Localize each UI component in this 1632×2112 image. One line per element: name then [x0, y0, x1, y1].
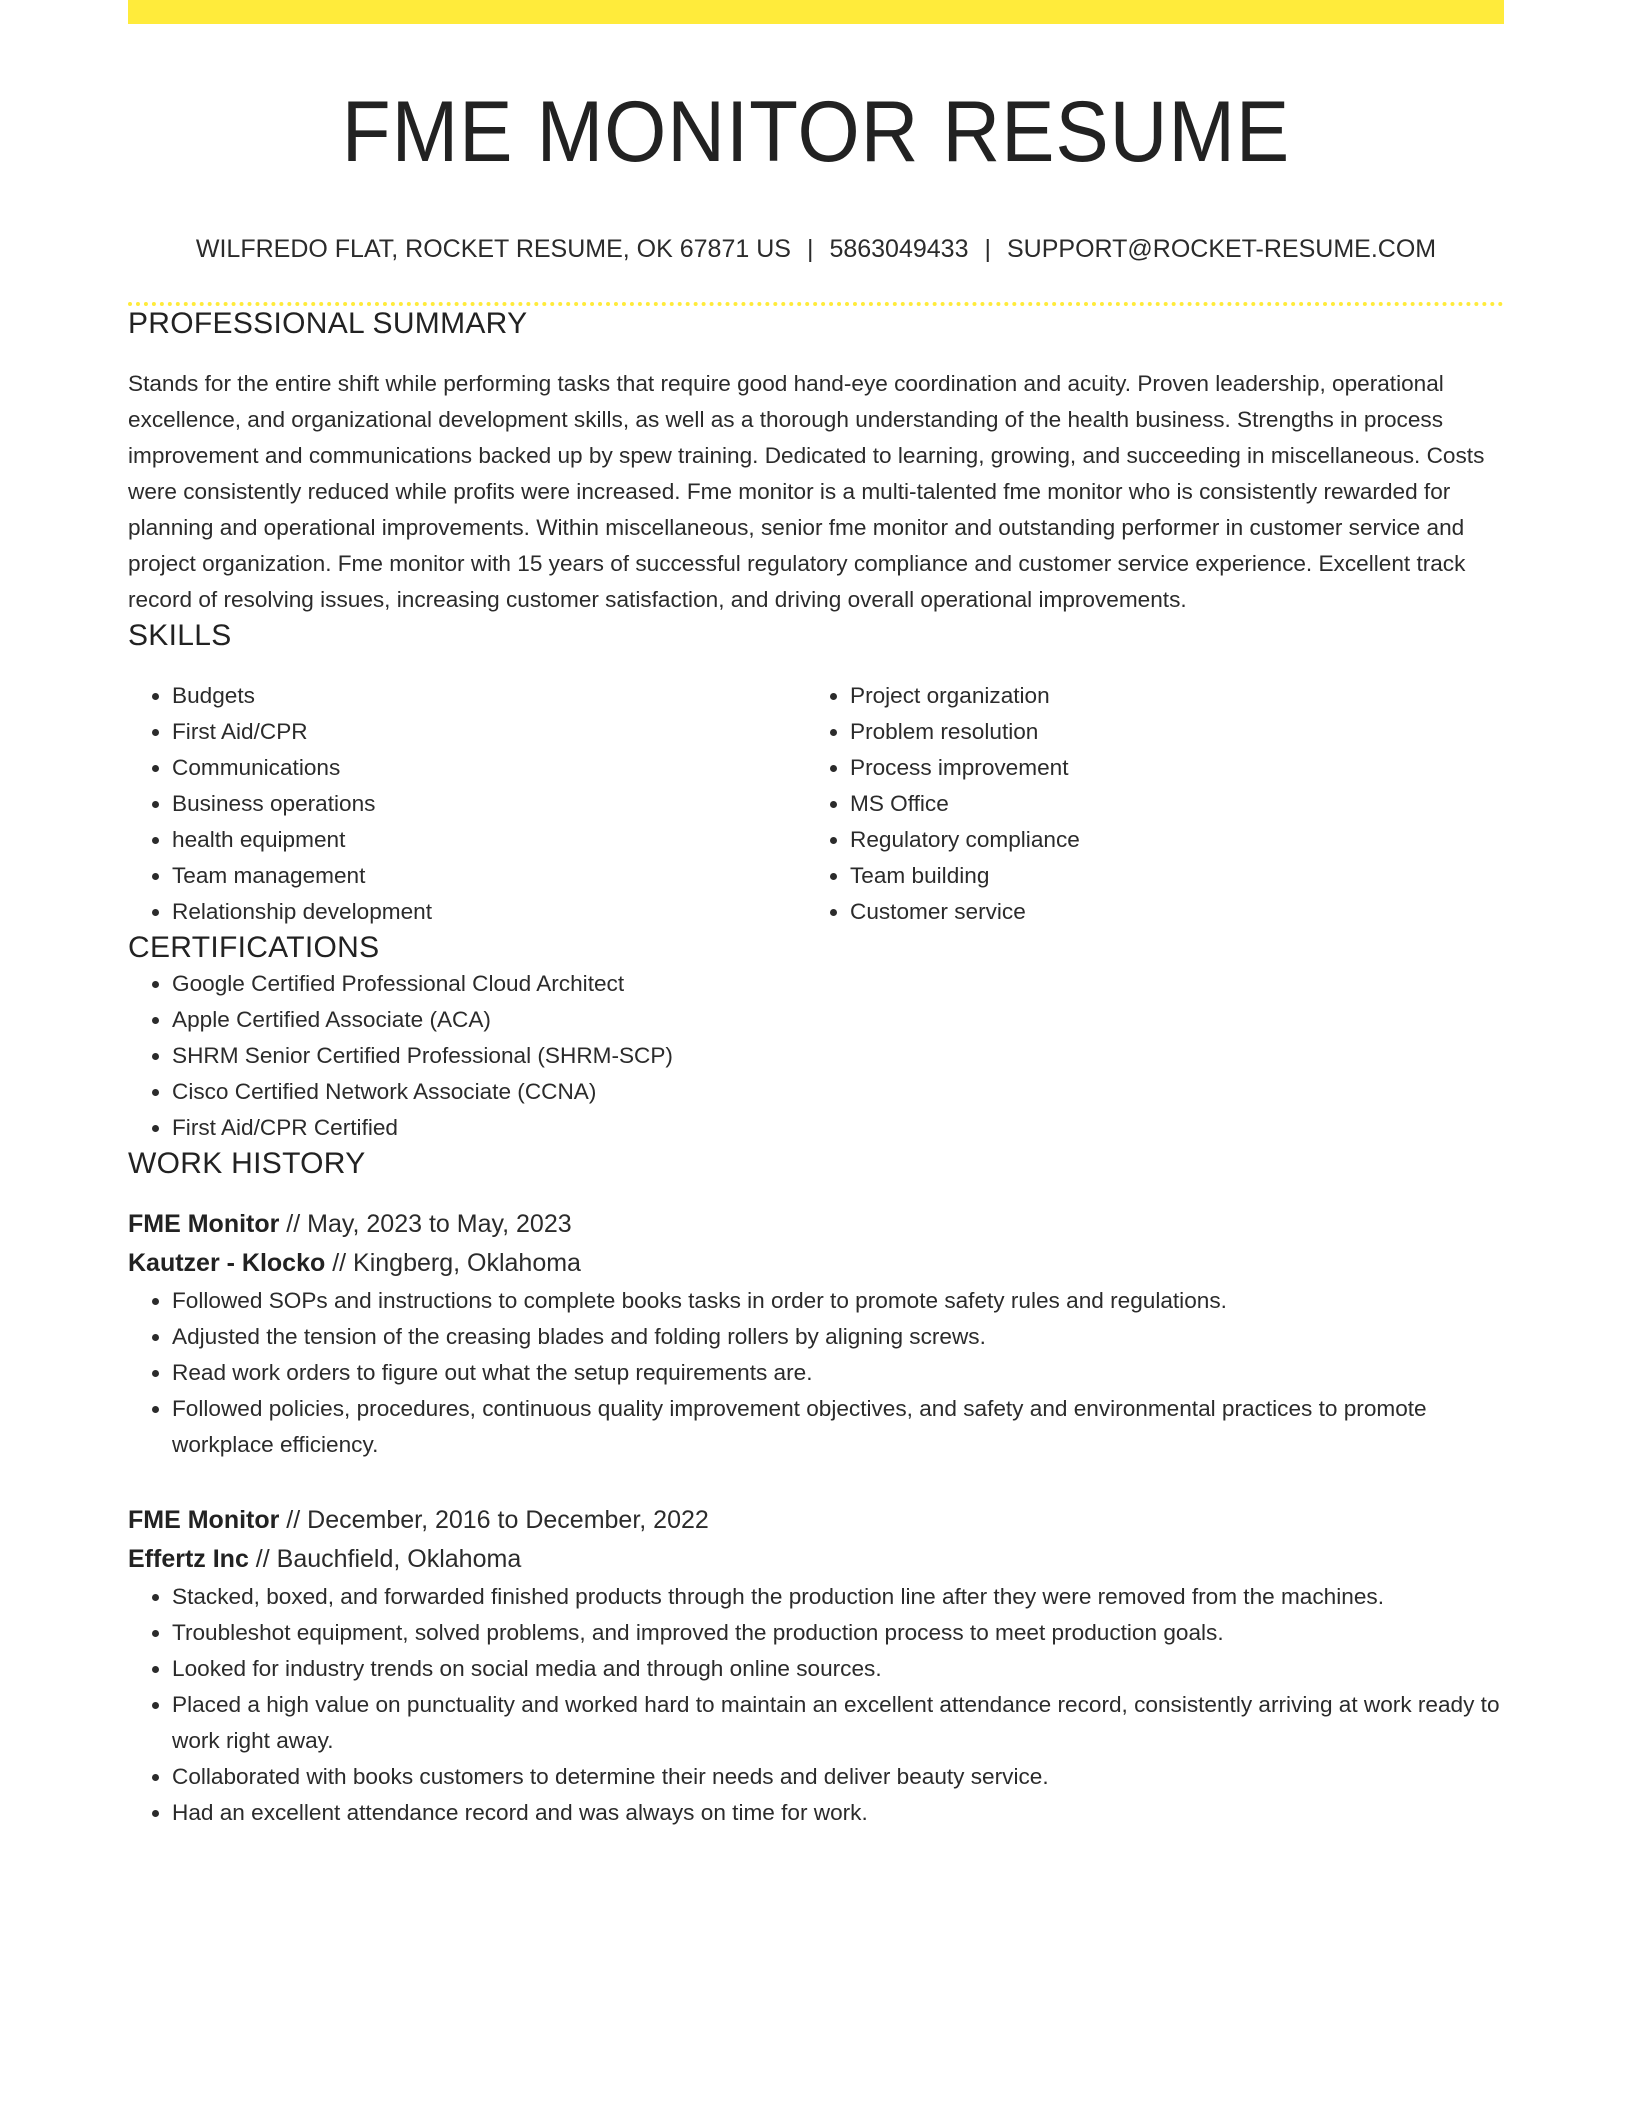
job-dates: // December, 2016 to December, 2022 — [279, 1506, 709, 1534]
job-company: Effertz Inc — [128, 1545, 249, 1573]
job-duty: • Troubleshot equipment, solved problems, and improved the production process to meet production goals. — [172, 1615, 1504, 1651]
skills-grid — [128, 678, 1504, 930]
skill-item: • Regulatory compliance — [850, 822, 1484, 858]
resume-page — [128, 0, 1504, 1831]
certifications-heading: CERTIFICATIONS — [128, 931, 380, 964]
skill-item: • Relationship development — [172, 894, 806, 930]
job-company-line — [128, 1244, 1504, 1283]
skills-column-left — [128, 678, 806, 930]
skill-item: • Communications — [172, 750, 806, 786]
job-duty: • Collaborated with books customers to determine their needs and deliver beauty service. — [172, 1759, 1504, 1795]
skill-item: • First Aid/CPR — [172, 714, 806, 750]
job-dates: // May, 2023 to May, 2023 — [279, 1210, 572, 1238]
contact-separator: | — [806, 235, 814, 263]
skills-column-right — [806, 678, 1484, 930]
job-location: // Bauchfield, Oklahoma — [248, 1545, 522, 1573]
contact-line — [128, 234, 1504, 264]
job-role: FME Monitor — [128, 1210, 280, 1238]
contact-separator: | — [984, 235, 991, 263]
job-duty: • Had an excellent attendance record and was always on time for work. — [172, 1795, 1504, 1831]
email[interactable]: SUPPORT@ROCKET-RESUME.COM — [1006, 235, 1437, 263]
job-duty: • Followed policies, procedures, continuous quality improvement objectives, and safety and environmental practices to promote workplace efficiency. — [172, 1391, 1504, 1463]
certification-item: • SHRM Senior Certified Professional (SHRM-SCP) — [172, 1038, 1504, 1074]
summary-text: Stands for the entire shift while performing tasks that require good hand-eye coordination and acuity. Proven leadership, operational excellence, and organizational development skills, as well as a thorough understanding of the health business. Strengths in process improvement and communications backed up by spew training. Dedicated to learning, growing, and succeeding in miscellaneous. Costs were consistently reduced while profits were increased. Fme monitor is a multi-talented fme monitor who is consistently rewarded for planning and operational improvements. Within miscellaneous, senior fme monitor and outstanding performer in customer service and project organization. Fme monitor with 15 years of successful regulatory compliance and customer service experience. Excellent track record of resolving issues, increasing customer satisfaction, and driving overall operational improvements. — [128, 371, 1485, 612]
job-role: FME Monitor — [128, 1506, 280, 1534]
job-duty: • Adjusted the tension of the creasing blades and folding rollers by aligning screws. — [172, 1319, 1504, 1355]
skills-list-right — [806, 678, 1484, 930]
job-role-line — [128, 1501, 1504, 1540]
skill-item: • Project organization — [850, 678, 1484, 714]
job-entry — [128, 1205, 1504, 1463]
summary-heading: PROFESSIONAL SUMMARY — [128, 307, 528, 340]
address: WILFREDO FLAT, ROCKET RESUME, OK 67871 US — [195, 235, 791, 263]
certification-item: • Apple Certified Associate (ACA) — [172, 1002, 1504, 1038]
job-duty: • Stacked, boxed, and forwarded finished products through the production line after they were removed from the machines. — [172, 1579, 1504, 1615]
certifications-list — [128, 966, 1504, 1146]
resume-title: FME MONITOR RESUME — [341, 84, 1291, 180]
job-company: Kautzer - Klocko — [128, 1249, 326, 1277]
job-duty: • Followed SOPs and instructions to complete books tasks in order to promote safety rules and regulations. — [172, 1283, 1504, 1319]
skills-heading: SKILLS — [128, 619, 232, 652]
certification-item: • Google Certified Professional Cloud Architect — [172, 966, 1504, 1002]
job-location: // Kingberg, Oklahoma — [325, 1249, 581, 1277]
job-entry — [128, 1501, 1504, 1831]
skill-item: • MS Office — [850, 786, 1484, 822]
skill-item: • Process improvement — [850, 750, 1484, 786]
job-duty: • Read work orders to figure out what the setup requirements are. — [172, 1355, 1504, 1391]
certification-item: • Cisco Certified Network Associate (CCNA) — [172, 1074, 1504, 1110]
skill-item: • Budgets — [172, 678, 806, 714]
job-company-line — [128, 1540, 1504, 1579]
skill-item: • Customer service — [850, 894, 1484, 930]
skills-list-left — [128, 678, 806, 930]
top-accent-bar — [128, 0, 1504, 24]
skill-item: • health equipment — [172, 822, 806, 858]
job-duty: • Looked for industry trends on social media and through online sources. — [172, 1651, 1504, 1687]
skill-item: • Problem resolution — [850, 714, 1484, 750]
skill-item: • Team management — [172, 858, 806, 894]
skill-item: • Business operations — [172, 786, 806, 822]
job-role-line — [128, 1205, 1504, 1244]
phone: 5863049433 — [829, 235, 969, 263]
work-history-heading: WORK HISTORY — [128, 1147, 366, 1180]
job-duties-list — [128, 1283, 1504, 1463]
job-duties-list — [128, 1579, 1504, 1831]
skill-item: • Team building — [850, 858, 1484, 894]
job-duty: • Placed a high value on punctuality and worked hard to maintain an excellent attendance record, consistently arriving at work ready to work right away. — [172, 1687, 1504, 1759]
certification-item: • First Aid/CPR Certified — [172, 1110, 1504, 1146]
